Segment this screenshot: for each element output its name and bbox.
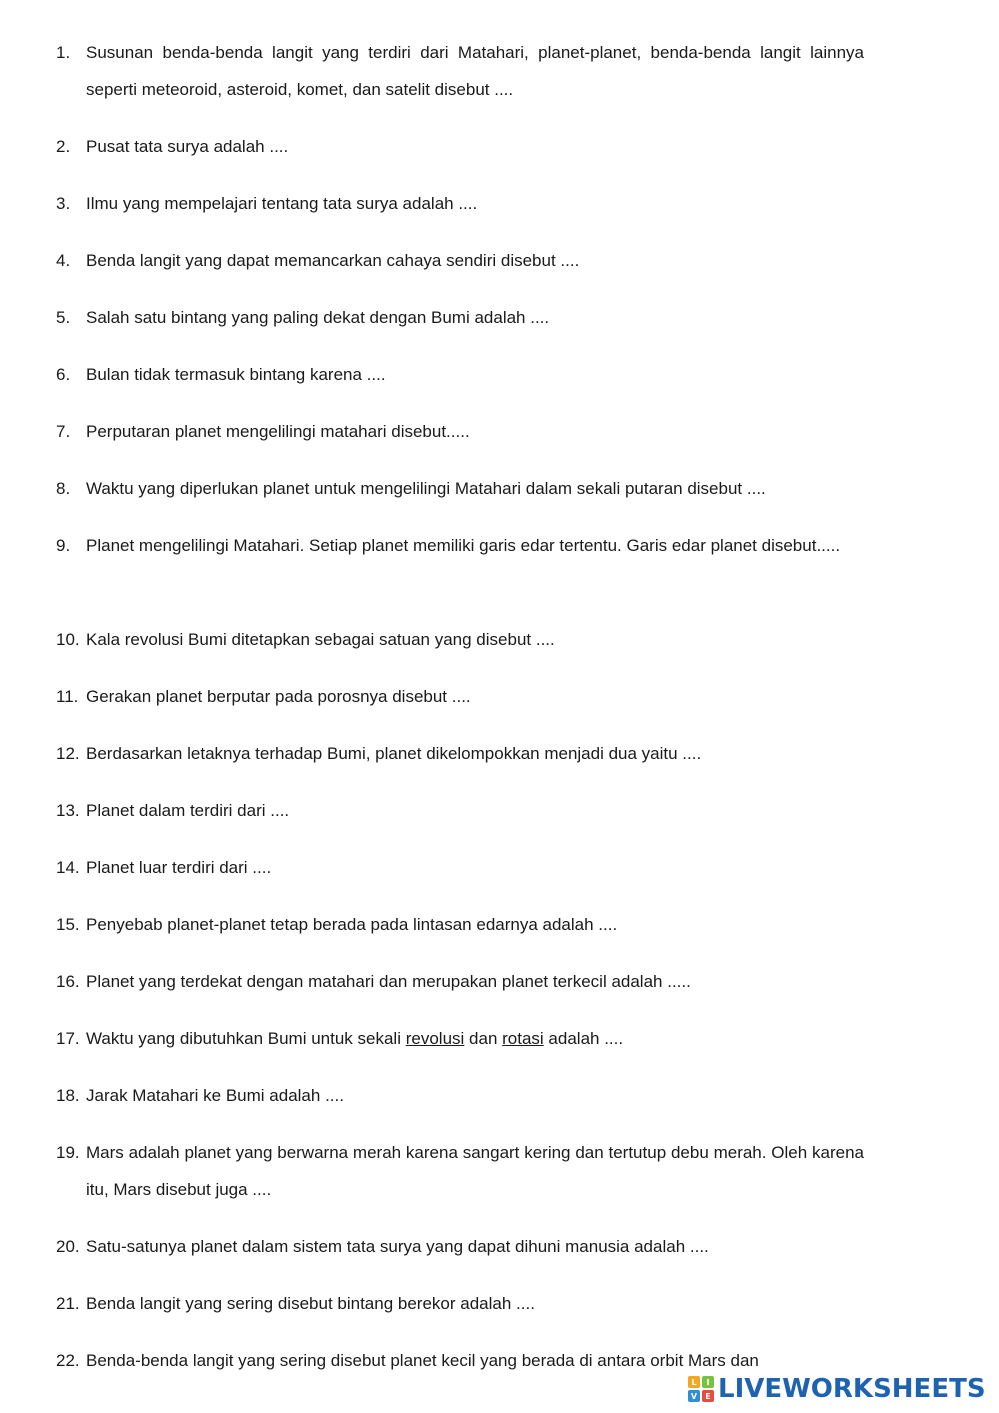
question-number: 12. bbox=[56, 744, 80, 763]
question-text: Waktu yang diperlukan planet untuk mengelilingi Matahari dalam sekali putaran disebut .... bbox=[86, 479, 766, 498]
question-text: Gerakan planet berputar pada porosnya disebut .... bbox=[86, 687, 471, 706]
question-number: 18. bbox=[56, 1086, 80, 1105]
question-text: Benda langit yang sering disebut bintang berekor adalah .... bbox=[86, 1294, 535, 1313]
question-text: Planet mengelilingi Matahari. Setiap planet memiliki garis edar tertentu. Garis edar planet disebut..... bbox=[86, 536, 841, 555]
question-number: 20. bbox=[56, 1237, 80, 1256]
question-20 bbox=[56, 1228, 864, 1265]
question-number: 21. bbox=[56, 1294, 80, 1313]
question-text: Jarak Matahari ke Bumi adalah .... bbox=[86, 1086, 344, 1105]
question-number: 16. bbox=[56, 972, 80, 991]
question-text-part: dan bbox=[464, 1029, 503, 1048]
question-3 bbox=[56, 185, 864, 222]
question-number: 17. bbox=[56, 1029, 80, 1048]
question-number: 19. bbox=[56, 1143, 80, 1162]
question-number: 7. bbox=[56, 422, 71, 441]
question-18 bbox=[56, 1077, 864, 1114]
question-number: 8. bbox=[56, 479, 71, 498]
question-number: 4. bbox=[56, 251, 71, 270]
question-text: Planet dalam terdiri dari .... bbox=[86, 801, 290, 820]
question-text bbox=[86, 1020, 864, 1057]
question-text: Kala revolusi Bumi ditetapkan sebagai satuan yang disebut .... bbox=[86, 630, 555, 649]
question-number: 22. bbox=[56, 1351, 80, 1370]
question-10 bbox=[56, 621, 864, 658]
question-21 bbox=[56, 1285, 864, 1322]
logo-mark-letter: I bbox=[702, 1376, 714, 1388]
question-text: Bulan tidak termasuk bintang karena .... bbox=[86, 365, 386, 384]
question-number: 6. bbox=[56, 365, 71, 384]
liveworksheets-logo-text: LIVEWORKSHEETS bbox=[718, 1374, 986, 1404]
question-7 bbox=[56, 413, 864, 450]
question-number: 14. bbox=[56, 858, 80, 877]
question-text-part: adalah .... bbox=[543, 1029, 624, 1048]
question-number: 3. bbox=[56, 194, 71, 213]
question-number: 15. bbox=[56, 915, 80, 934]
question-5 bbox=[56, 299, 864, 336]
underlined-term-revolusi: revolusi bbox=[405, 1029, 465, 1048]
question-number: 13. bbox=[56, 801, 80, 820]
logo-mark-letter: V bbox=[688, 1390, 700, 1402]
question-text: Berdasarkan letaknya terhadap Bumi, planet dikelompokkan menjadi dua yaitu .... bbox=[86, 744, 702, 763]
question-text: Penyebab planet-planet tetap berada pada lintasan edarnya adalah .... bbox=[86, 915, 618, 934]
question-text-part: Waktu yang dibutuhkan Bumi untuk sekali bbox=[86, 1029, 406, 1048]
underlined-term-rotasi: rotasi bbox=[502, 1029, 544, 1048]
question-4 bbox=[56, 242, 864, 279]
liveworksheets-logo[interactable] bbox=[688, 1372, 986, 1406]
question-17 bbox=[56, 1020, 864, 1057]
question-11 bbox=[56, 678, 864, 715]
question-number: 5. bbox=[56, 308, 71, 327]
question-1 bbox=[56, 34, 864, 108]
question-text: Planet yang terdekat dengan matahari dan merupakan planet terkecil adalah ..... bbox=[86, 972, 691, 991]
question-text: Planet luar terdiri dari .... bbox=[86, 858, 272, 877]
question-number: 2. bbox=[56, 137, 71, 156]
question-6 bbox=[56, 356, 864, 393]
question-text: Susunan benda-benda langit yang terdiri dari Matahari, planet-planet, benda-benda langit lainnya seperti meteoroid, asteroid, komet, dan satelit disebut .... bbox=[86, 43, 864, 99]
question-12 bbox=[56, 735, 864, 772]
question-number: 9. bbox=[56, 536, 71, 555]
logo-mark-letter: E bbox=[702, 1390, 714, 1402]
question-16 bbox=[56, 963, 864, 1000]
question-text: Benda langit yang dapat memancarkan cahaya sendiri disebut .... bbox=[86, 251, 580, 270]
question-number: 10. bbox=[56, 630, 80, 649]
question-text: Mars adalah planet yang berwarna merah karena sangart kering dan tertutup debu merah. Oleh karena itu, Mars disebut juga .... bbox=[86, 1143, 864, 1199]
question-text: Benda-benda langit yang sering disebut planet kecil yang berada di antara orbit Mars dan bbox=[86, 1351, 759, 1370]
question-text: Satu-satunya planet dalam sistem tata surya yang dapat dihuni manusia adalah .... bbox=[86, 1237, 709, 1256]
question-2 bbox=[56, 128, 864, 165]
question-19 bbox=[56, 1134, 864, 1208]
question-text: Ilmu yang mempelajari tentang tata surya adalah .... bbox=[86, 194, 478, 213]
question-number: 1. bbox=[56, 43, 71, 62]
liveworksheets-logo-icon bbox=[688, 1376, 714, 1402]
question-text: Pusat tata surya adalah .... bbox=[86, 137, 289, 156]
question-8 bbox=[56, 470, 864, 507]
logo-mark-letter: L bbox=[688, 1376, 700, 1388]
question-13 bbox=[56, 792, 864, 829]
question-14 bbox=[56, 849, 864, 886]
question-15 bbox=[56, 906, 864, 943]
question-text: Perputaran planet mengelilingi matahari disebut..... bbox=[86, 422, 470, 441]
question-9 bbox=[56, 527, 864, 564]
question-number: 11. bbox=[56, 687, 79, 706]
question-text: Salah satu bintang yang paling dekat dengan Bumi adalah .... bbox=[86, 308, 550, 327]
